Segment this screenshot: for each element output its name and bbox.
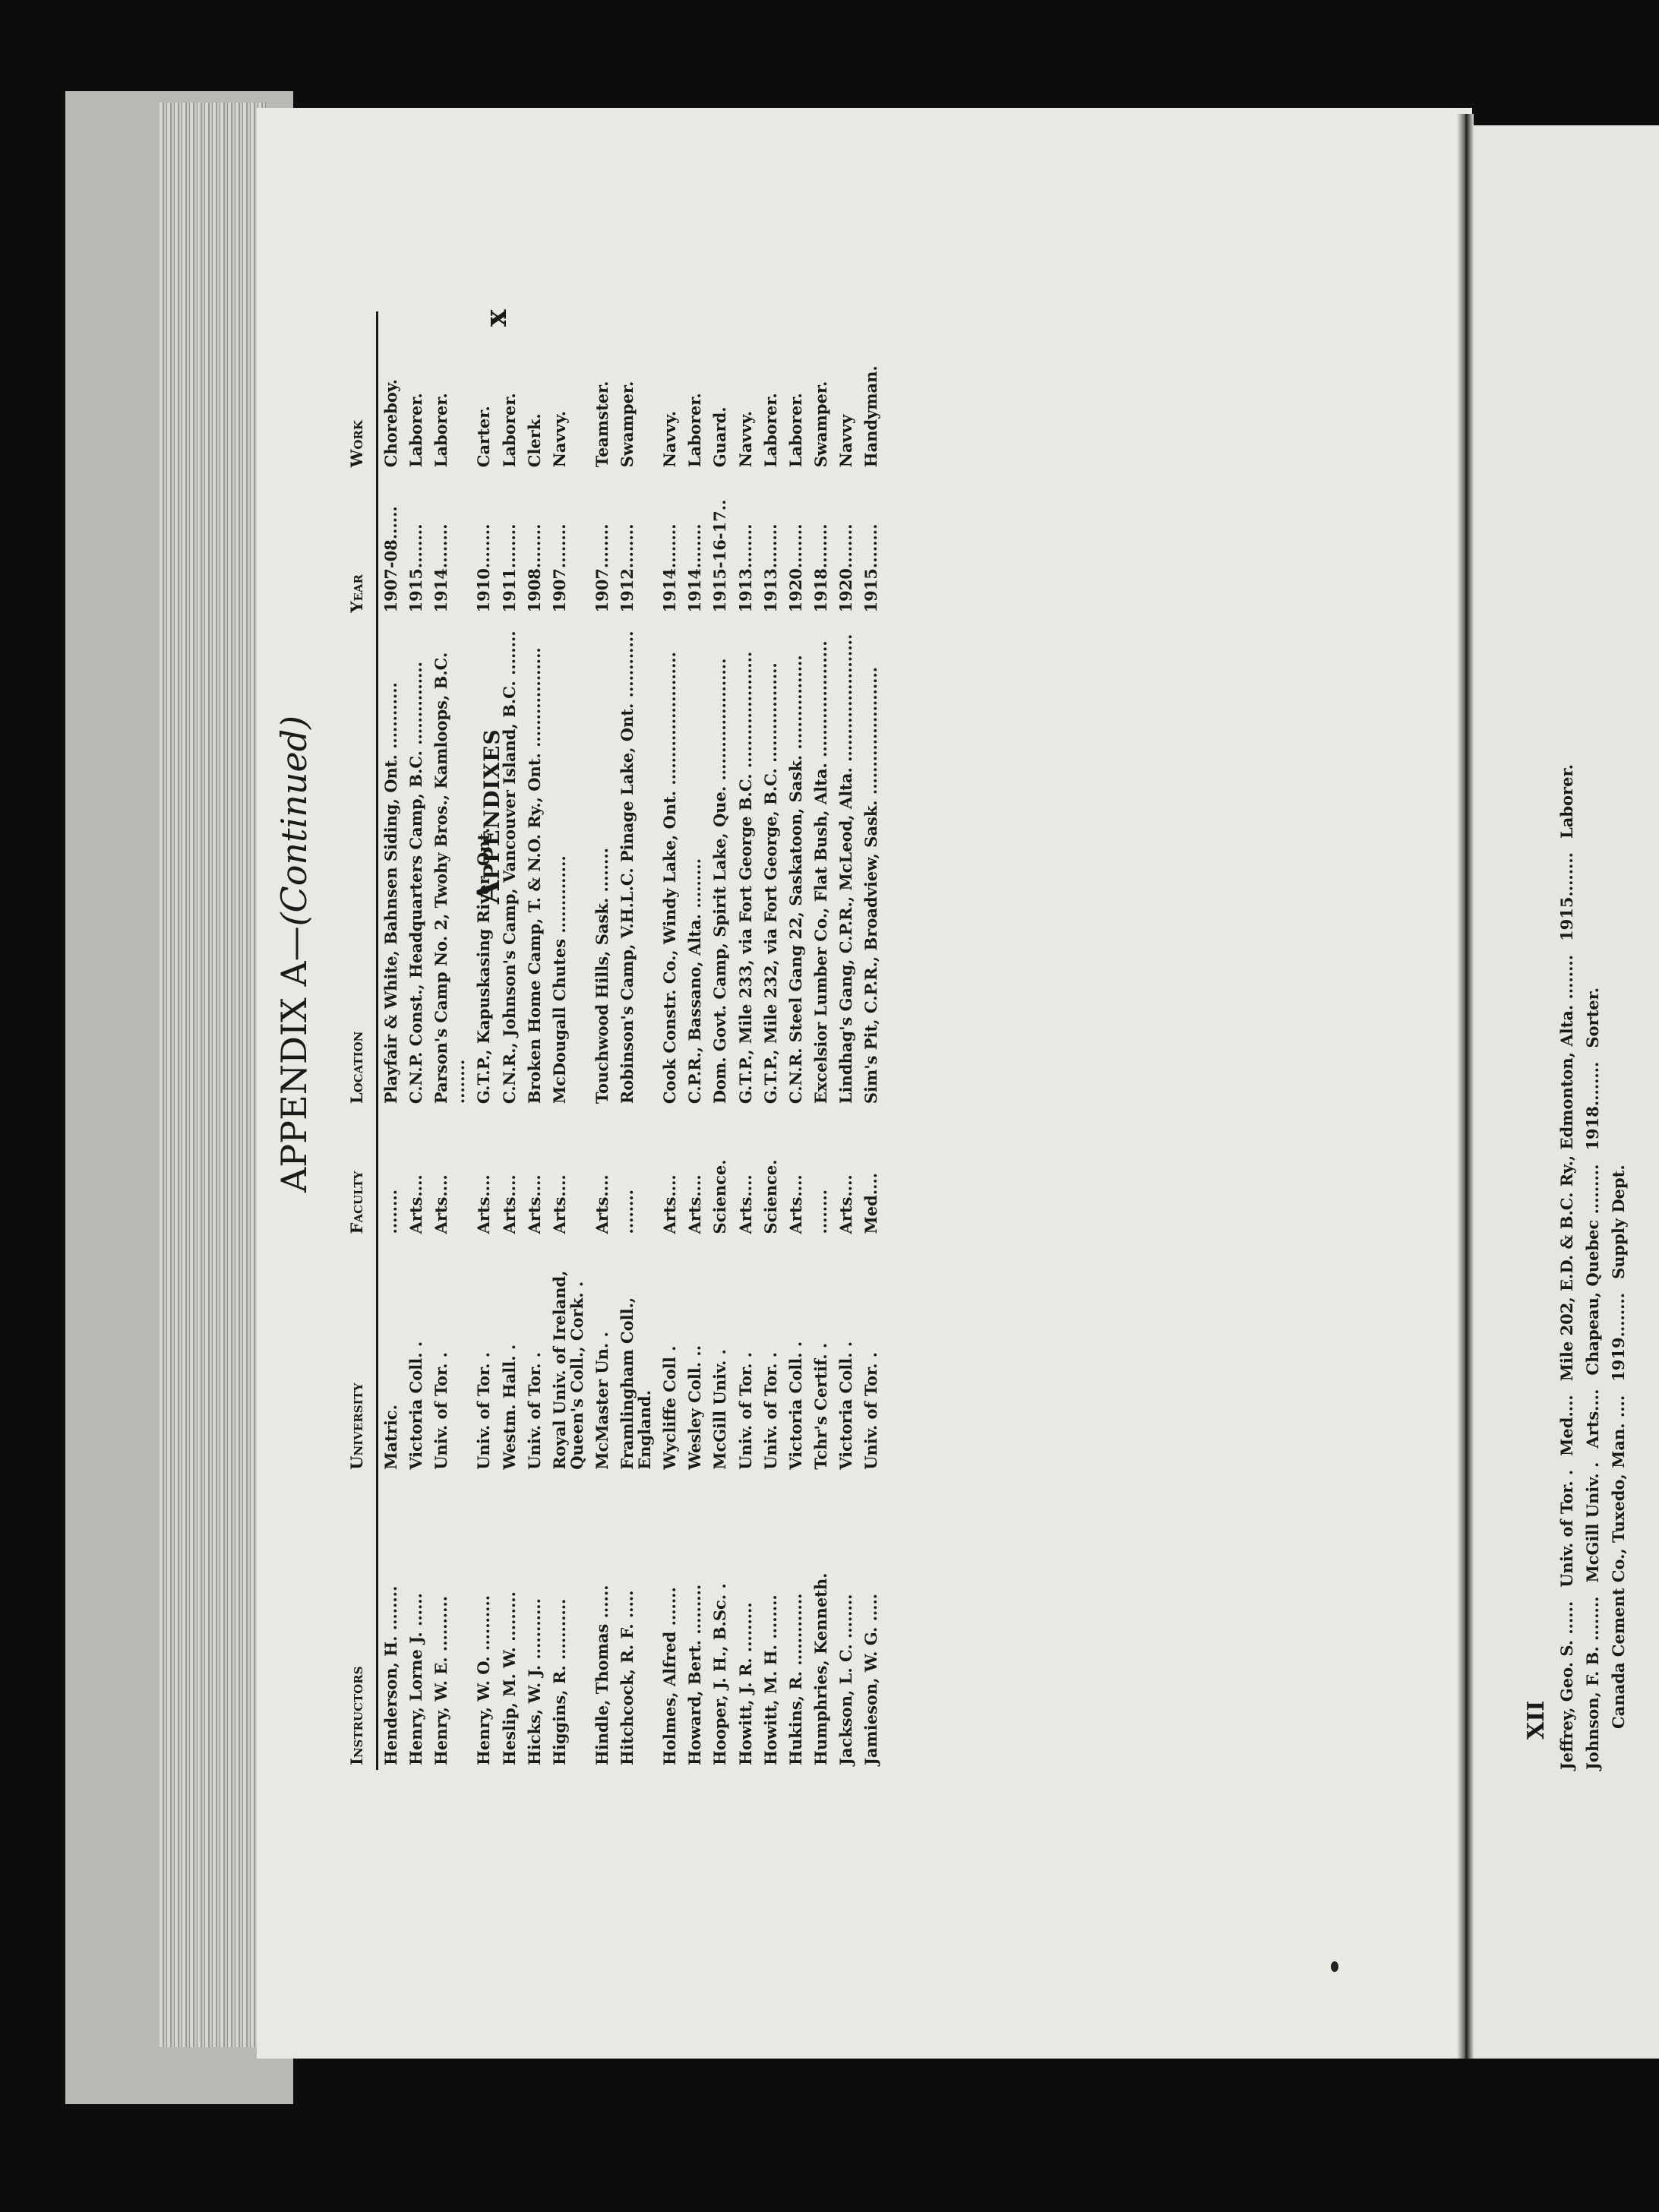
facing-line-location: Mile 202, E.D. & B.C. Ry., Edmonton, Alta. ........ bbox=[1557, 954, 1576, 1382]
cell-location: C.P.R., Bassano, Alta. ......... bbox=[685, 858, 705, 1104]
cell-faculty: Science. bbox=[710, 1159, 730, 1234]
table-row bbox=[833, 311, 858, 1770]
cell-university: Royal Univ. of Ireland, Queen's Coll., Cork. . bbox=[549, 1270, 586, 1470]
cell-name: Hicks, W. J. ........... bbox=[524, 1598, 544, 1765]
page-edges bbox=[160, 103, 266, 2047]
cell-location: G.T.P., Mile 232, via Fort George, B.C. .................. bbox=[760, 662, 780, 1104]
cell-university: Victoria Coll. . bbox=[836, 1341, 855, 1470]
table-row bbox=[808, 311, 833, 1770]
facing-line-year: 1918........ bbox=[1583, 1061, 1602, 1151]
rotated-page-content bbox=[273, 309, 1443, 1770]
cell-work: Handyman. bbox=[861, 365, 880, 468]
cell-year: 1913........ bbox=[735, 523, 755, 613]
ink-spot bbox=[1331, 1961, 1338, 1972]
facing-line-location: Chapeau, Quebec ......... bbox=[1583, 1164, 1602, 1376]
table-header-row bbox=[342, 311, 378, 1770]
facing-page-number: XII bbox=[1523, 1700, 1550, 1740]
cell-location: C.N.R. Steel Gang 22, Saskatoon, Sask. ................. bbox=[785, 655, 805, 1104]
cell-name: Jamieson, W. G. ..... bbox=[861, 1593, 880, 1765]
facing-line-faculty: Med.... bbox=[1557, 1395, 1576, 1456]
cell-name: Jackson, L. C. ........ bbox=[836, 1594, 855, 1765]
cell-year: 1915........ bbox=[406, 523, 426, 613]
facing-line-work: Sorter. bbox=[1583, 987, 1602, 1048]
gutter-crease bbox=[1457, 114, 1474, 2059]
cell-faculty: Med.... bbox=[861, 1172, 880, 1234]
cell-name: Howitt, J. R. ......... bbox=[735, 1602, 755, 1765]
table-row bbox=[758, 311, 783, 1770]
cell-university: Univ. of Tor. . bbox=[760, 1351, 780, 1470]
cell-name: Henry, Lorne J. ...... bbox=[406, 1593, 426, 1765]
table-row bbox=[547, 311, 589, 1770]
cell-faculty: Arts.... bbox=[785, 1174, 805, 1234]
table-row bbox=[733, 311, 758, 1770]
cell-name: Humphries, Kenneth. bbox=[811, 1572, 830, 1765]
table-row bbox=[615, 311, 657, 1770]
cell-year: 1907........ bbox=[592, 523, 611, 613]
table-row bbox=[657, 311, 682, 1770]
cell-university: Victoria Coll. . bbox=[406, 1341, 426, 1470]
cell-location: Sim's Pit, C.P.R., Broadview, Sask. ....................... bbox=[861, 666, 880, 1104]
cell-location: C.N.R., Johnson's Camp, Vancouver Island, B.C. ........ bbox=[499, 630, 519, 1104]
facing-line-year: 1919........ bbox=[1609, 1292, 1628, 1382]
cell-work: Teamster. bbox=[592, 381, 611, 468]
cell-location: Touchwood Hills, Sask. ........ bbox=[592, 848, 611, 1104]
cell-work: Swamper. bbox=[618, 381, 637, 468]
cell-work: Clerk. bbox=[524, 413, 544, 468]
cell-university: McMaster Un. . bbox=[592, 1332, 611, 1470]
cell-year: 1907........ bbox=[549, 523, 569, 613]
cell-faculty: Arts.... bbox=[660, 1174, 680, 1234]
cell-faculty: ........ bbox=[811, 1189, 830, 1234]
col-header-work: Work bbox=[342, 311, 378, 472]
facing-line-faculty: Arts.... bbox=[1583, 1389, 1602, 1449]
col-header-faculty: Faculty bbox=[342, 1108, 378, 1238]
cell-year: 1913........ bbox=[760, 523, 780, 613]
cell-faculty: Arts.... bbox=[474, 1174, 494, 1234]
cell-name: Howitt, M. H. ........ bbox=[760, 1594, 780, 1765]
cell-year: 1908........ bbox=[524, 523, 544, 613]
cell-work: Laborer. bbox=[760, 393, 780, 468]
cell-name: Howard, Bert. ......... bbox=[685, 1584, 705, 1765]
cell-year: 1914........ bbox=[685, 523, 705, 613]
cell-work: Laborer. bbox=[685, 393, 705, 468]
cell-work: Navvy. bbox=[660, 410, 680, 468]
col-header-location: Location bbox=[342, 618, 378, 1109]
cell-faculty: Arts.... bbox=[524, 1174, 544, 1234]
cell-name: Holmes, Alfred ....... bbox=[660, 1587, 680, 1765]
page-number: x bbox=[479, 309, 513, 327]
appendix-title bbox=[273, 716, 314, 1193]
table-row bbox=[522, 311, 547, 1770]
cell-name: Hindle, Thomas ...... bbox=[592, 1585, 611, 1765]
cell-year: 1918........ bbox=[811, 523, 830, 613]
facing-line-work: Supply Dept. bbox=[1609, 1164, 1628, 1279]
facing-page-line bbox=[1609, 1151, 1628, 1770]
cell-faculty: Arts.... bbox=[431, 1174, 451, 1234]
col-header-year: Year bbox=[342, 472, 378, 617]
cell-year: 1910........ bbox=[474, 523, 494, 613]
cell-location: Playfair & White, Bahnsen Siding, Ont. ............ bbox=[381, 682, 401, 1104]
cell-faculty: Arts.... bbox=[592, 1174, 611, 1234]
cell-year: 1907-08...... bbox=[381, 506, 401, 613]
cell-university: Wycliffe Coll . bbox=[660, 1345, 680, 1470]
cell-location: Cook Constr. Co., Windy Lake, Ont. ........................ bbox=[660, 652, 680, 1104]
cell-university: Univ. of Tor. . bbox=[431, 1351, 451, 1470]
cell-work: Carter. bbox=[474, 406, 494, 468]
appendix-title-text: APPENDIX A— bbox=[273, 926, 314, 1193]
cell-location: G.T.P., Kapuskasing River, Ont. bbox=[474, 827, 494, 1104]
cell-name: Henry, W. E. .......... bbox=[431, 1595, 451, 1765]
table-row bbox=[403, 311, 428, 1770]
cell-faculty: Arts.... bbox=[685, 1174, 705, 1234]
cell-university: Wesley Coll. .. bbox=[685, 1345, 705, 1470]
table-row bbox=[783, 311, 808, 1770]
cell-university: Univ. of Tor. . bbox=[474, 1351, 494, 1470]
cell-location: Robinson's Camp, V.H.L.C. Pinage Lake, Ont. ............ bbox=[618, 630, 637, 1104]
cell-faculty: Science. bbox=[760, 1159, 780, 1234]
cell-work: Navvy. bbox=[735, 410, 755, 468]
facing-line-year: 1915........ bbox=[1557, 852, 1576, 941]
cell-university: Matric. bbox=[381, 1405, 401, 1470]
cell-university: Tchr's Certif. . bbox=[811, 1342, 830, 1470]
facing-line-work: Laborer. bbox=[1557, 764, 1576, 839]
cell-year: 1915........ bbox=[861, 523, 880, 613]
facing-line-name: Jeffrey, Geo. S. ...... bbox=[1557, 1601, 1576, 1770]
table-row bbox=[707, 311, 732, 1770]
cell-year: 1914........ bbox=[431, 523, 451, 613]
table-row bbox=[497, 311, 522, 1770]
cell-name: Hooper, J. H., B.Sc. . bbox=[710, 1583, 730, 1765]
cell-name: Hitchcock, R. F. ..... bbox=[618, 1590, 637, 1765]
table-row bbox=[471, 311, 496, 1770]
cell-faculty: Arts.... bbox=[549, 1174, 569, 1234]
facing-line-location: Canada Cement Co., Tuxedo, Man. .... bbox=[1609, 1395, 1628, 1729]
cell-faculty: ........ bbox=[618, 1189, 637, 1234]
cell-location: C.N.P. Const., Headquarters Camp, B.C. ............... bbox=[406, 662, 426, 1104]
cell-university: Univ. of Tor. . bbox=[735, 1351, 755, 1470]
cell-name: Heslip, M. W. ......... bbox=[499, 1591, 519, 1765]
appendix-table bbox=[342, 311, 883, 1770]
cell-work: Laborer. bbox=[499, 393, 519, 468]
cell-name: Higgins, R. ........... bbox=[549, 1598, 569, 1765]
table-body bbox=[378, 311, 883, 1770]
cell-year: 1914........ bbox=[660, 523, 680, 613]
cell-name: Henry, W. O. .......... bbox=[474, 1594, 494, 1765]
facing-line-university: Univ. of Tor. . bbox=[1557, 1469, 1576, 1588]
facing-page-line bbox=[1583, 974, 1602, 1770]
cell-location: Excelsior Lumber Co., Flat Bush, Alta. ..................... bbox=[811, 640, 830, 1104]
cell-work: Laborer. bbox=[785, 393, 805, 468]
cell-work: Laborer. bbox=[431, 393, 451, 468]
cell-university: Framlingham Coll., England. bbox=[618, 1297, 655, 1470]
table-row bbox=[428, 311, 471, 1770]
cell-location: G.T.P., Mile 233, via Fort George B.C. ..................... bbox=[735, 651, 755, 1104]
cell-year: 1911........ bbox=[499, 523, 519, 613]
cell-work: Laborer. bbox=[406, 393, 426, 468]
col-header-instructors: Instructors bbox=[342, 1474, 378, 1770]
facing-page-content bbox=[1523, 764, 1659, 1770]
cell-faculty: Arts.... bbox=[499, 1174, 519, 1234]
table-row bbox=[858, 311, 883, 1770]
cell-location: Parson's Camp No. 2, Twohy Bros., Kamloops, B.C. ........ bbox=[431, 652, 469, 1104]
cell-work: Guard. bbox=[710, 406, 730, 468]
col-header-university: University bbox=[342, 1238, 378, 1474]
cell-year: 1920........ bbox=[836, 523, 855, 613]
cell-work: Swamper. bbox=[811, 381, 830, 468]
appendix-title-continued: (Continued) bbox=[273, 715, 314, 927]
cell-name: Henderson, H. ........ bbox=[381, 1585, 401, 1765]
cell-location: Broken Home Camp, T. & N.O. Ry., Ont. .................. bbox=[524, 647, 544, 1104]
facing-page-line bbox=[1557, 750, 1576, 1770]
cell-faculty: ........ bbox=[381, 1189, 401, 1234]
cell-year: 1912........ bbox=[618, 523, 637, 613]
facing-line-name: Johnson, F. B. ........ bbox=[1583, 1596, 1602, 1770]
cell-university: McGill Univ. . bbox=[710, 1349, 730, 1470]
cell-work: Choreboy. bbox=[381, 379, 401, 468]
cell-location: Dom. Govt. Camp, Spirit Lake, Que. ...................... bbox=[710, 658, 730, 1104]
table-row bbox=[589, 311, 615, 1770]
cell-faculty: Arts.... bbox=[735, 1174, 755, 1234]
cell-university: Westm. Hall. . bbox=[499, 1344, 519, 1470]
cell-year: 1915-16-17.. bbox=[710, 499, 730, 613]
cell-faculty: Arts.... bbox=[836, 1174, 855, 1234]
cell-name: Hukins, R. ............. bbox=[785, 1593, 805, 1765]
cell-location: Lindhag's Gang, C.P.R., McLeod, Alta. ....................... bbox=[836, 634, 855, 1104]
cell-faculty: Arts.... bbox=[406, 1174, 426, 1234]
cell-year: 1920........ bbox=[785, 523, 805, 613]
running-head: Appendixes bbox=[471, 728, 507, 904]
cell-work: Navvy. bbox=[549, 410, 569, 468]
table-row bbox=[378, 311, 404, 1770]
facing-line-university: McGill Univ. . bbox=[1583, 1462, 1602, 1583]
cell-university: Univ. of Tor. . bbox=[861, 1351, 880, 1470]
table-row bbox=[682, 311, 707, 1770]
cell-university: Victoria Coll. . bbox=[785, 1341, 805, 1470]
cell-location: McDougall Chutes .............. bbox=[549, 855, 569, 1104]
cell-work: Navvy bbox=[836, 414, 855, 468]
cell-university: Univ. of Tor. . bbox=[524, 1351, 544, 1470]
